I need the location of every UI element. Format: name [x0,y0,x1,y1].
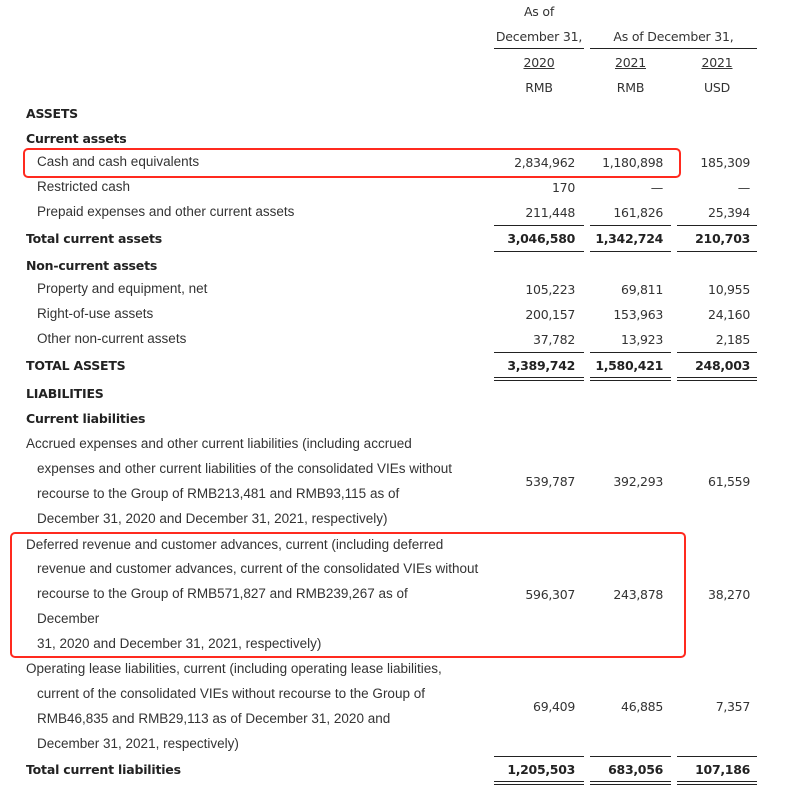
grand-total-rule [677,377,757,381]
highlight-box-deferred-revenue [10,532,686,658]
row-label-line: Accrued expenses and other current liabilities (including accrued [26,436,412,451]
subtotal-rule [590,352,671,353]
group-header: As of December 31, [613,29,734,44]
cell-2021-usd: 25,394 [708,205,750,220]
cell-2021-rmb: 153,963 [613,307,663,322]
currency-header-3: USD [703,80,731,95]
total-rule [494,251,584,252]
subtotal-rule [677,352,757,353]
year-header-2 [590,55,671,70]
subtotal-rule [494,225,584,226]
subsection-current-liabilities: Current liabilities [26,411,146,426]
subtotal-rule [590,756,671,757]
year-header-3 [677,55,757,70]
year-2020: 2020 [523,55,555,70]
subsection-non-current-assets: Non-current assets [26,258,158,273]
cell-2021-rmb: 683,056 [608,762,663,777]
cell-2021-usd: — [737,180,750,195]
row-label: Other non-current assets [37,331,187,346]
row-label-line: December 31, 2020 and December 31, 2021, respectively) [37,511,388,526]
row-label-line: Deferred revenue and customer advances, current (including deferred [26,537,444,552]
cell-2021-usd: 61,559 [708,474,750,489]
cell-2021-usd: 2,185 [715,332,750,347]
year-2021-rmb: 2021 [614,55,646,70]
subtotal-rule [494,756,584,757]
row-label: Total current assets [26,231,163,246]
cell-2020-rmb: 1,205,503 [507,762,575,777]
subtotal-rule [677,756,757,757]
highlight-box-cash [23,148,681,178]
subsection-current-assets: Current assets [26,131,127,146]
cell-2020-rmb: 2,834,962 [514,155,575,170]
row-label: Prepaid expenses and other current assets [37,204,295,219]
cell-2021-rmb: 1,580,421 [595,358,663,373]
cell-2021-rmb: 13,923 [621,332,663,347]
row-label-line: December [37,611,100,626]
row-label-line: recourse to the Group of RMB571,827 and RMB239,267 as of [37,586,408,601]
cell-2020-rmb: 596,307 [525,587,575,602]
row-label: Cash and cash equivalents [37,154,200,169]
cell-2021-usd: 210,703 [695,231,750,246]
cell-2020-rmb: 539,787 [525,474,575,489]
cell-2021-rmb: 46,885 [621,699,663,714]
cell-2021-rmb: 161,826 [613,205,663,220]
grand-total-rule [590,781,671,785]
cell-2021-rmb: 1,180,898 [602,155,663,170]
subtotal-rule [494,352,584,353]
row-label-line: RMB46,835 and RMB29,113 as of December 31, 2020 and [37,711,391,726]
section-liabilities: LIABILITIES [26,386,104,401]
row-label: Property and equipment, net [37,281,208,296]
cell-2020-rmb: 37,782 [533,332,575,347]
total-rule [590,251,671,252]
cell-2020-rmb: 170 [552,180,575,195]
year-header-1 [494,55,584,70]
total-rule [677,251,757,252]
row-label-line: Operating lease liabilities, current (including operating lease liabilities, [26,661,442,676]
cell-2021-rmb: 69,811 [621,282,663,297]
cell-2021-rmb: — [650,180,663,195]
row-label-line: recourse to the Group of RMB213,481 and RMB93,115 as of [37,486,400,501]
row-label-line: 31, 2020 and December 31, 2021, respectively) [37,636,322,651]
cell-2020-rmb: 200,157 [525,307,575,322]
row-label-line: December 31, 2021, respectively) [37,736,239,751]
header-rule-group [590,48,757,49]
row-label-line: expenses and other current liabilities of the consolidated VIEs without [37,461,452,476]
row-label: Total current liabilities [26,762,181,777]
cell-2021-usd: 248,003 [695,358,750,373]
currency-header-2: RMB [616,80,645,95]
cell-2021-usd: 7,357 [715,699,750,714]
grand-total-rule [494,781,584,785]
subtotal-rule [677,225,757,226]
cell-2021-usd: 185,309 [700,155,750,170]
currency-header-1: RMB [525,80,553,95]
grand-total-rule [677,781,757,785]
section-assets: ASSETS [26,106,78,121]
cell-2021-usd: 10,955 [708,282,750,297]
cell-2021-usd: 24,160 [708,307,750,322]
cell-2021-usd: 38,270 [708,587,750,602]
cell-2021-rmb: 392,293 [613,474,663,489]
cell-2021-rmb: 1,342,724 [595,231,663,246]
year-2021-usd: 2021 [701,55,733,70]
row-label: Right-of-use assets [37,306,154,321]
subtotal-rule [590,225,671,226]
col1-header-line1: As of [523,4,555,19]
row-label: TOTAL ASSETS [26,358,126,373]
cell-2021-usd: 107,186 [695,762,750,777]
row-label-line: revenue and customer advances, current of the consolidated VIEs without [37,561,479,576]
cell-2020-rmb: 105,223 [525,282,575,297]
grand-total-rule [590,377,671,381]
cell-2020-rmb: 69,409 [533,699,575,714]
cell-2020-rmb: 3,389,742 [507,358,575,373]
header-rule-col1 [494,48,584,49]
cell-2020-rmb: 211,448 [525,205,575,220]
cell-2020-rmb: 3,046,580 [507,231,575,246]
cell-2021-rmb: 243,878 [613,587,663,602]
row-label: Restricted cash [37,179,131,194]
col1-header-line2: December 31, [495,29,583,44]
grand-total-rule [494,377,584,381]
row-label-line: current of the consolidated VIEs without recourse to the Group of [37,686,425,701]
